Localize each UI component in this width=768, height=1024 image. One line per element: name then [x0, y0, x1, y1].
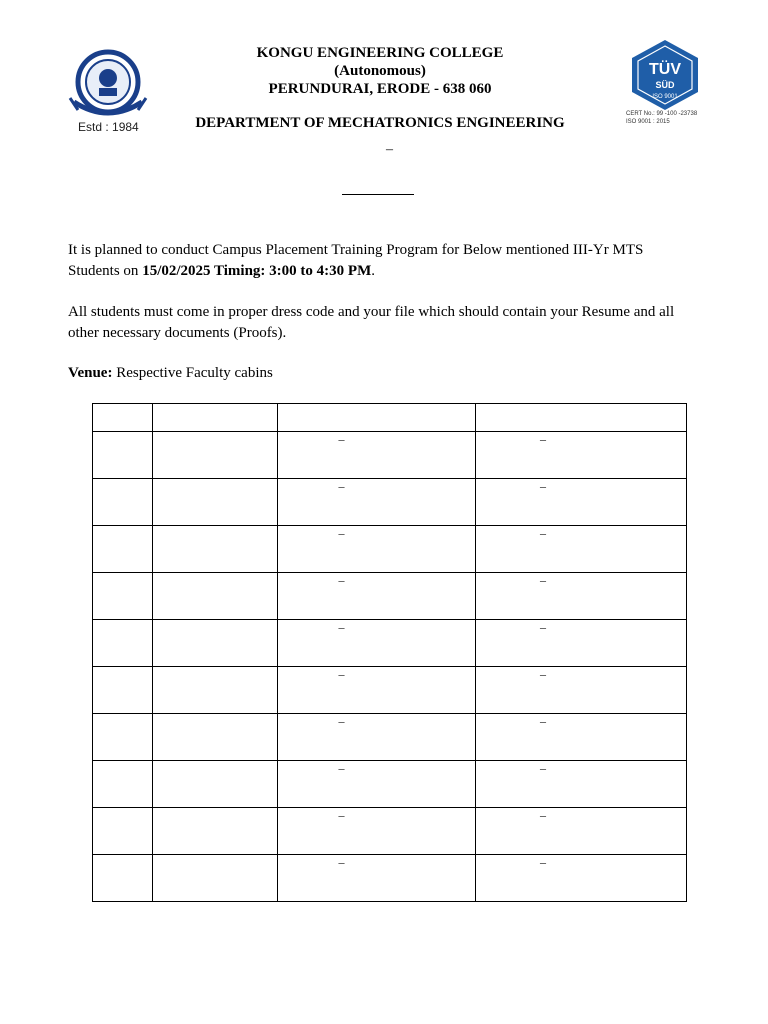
cell-dash: – [540, 432, 546, 446]
program-date: 15/02/2025 [142, 263, 211, 279]
table-header-cell [93, 404, 153, 432]
cell-dash: – [540, 573, 546, 587]
tuv-certification-logo [626, 38, 704, 116]
cell-dash: – [338, 808, 345, 822]
table-cell [278, 432, 476, 479]
table-header-row [93, 404, 687, 432]
cell-dash: – [338, 714, 345, 728]
cell-dash: – [540, 808, 546, 822]
table-row [93, 714, 687, 761]
table-cell [278, 573, 476, 620]
cell-dash: – [338, 667, 345, 681]
timing-label: Timing: [210, 263, 270, 279]
table-cell [476, 620, 687, 667]
table-cell [278, 620, 476, 667]
table-cell [93, 761, 153, 808]
table-row [93, 761, 687, 808]
department-title: DEPARTMENT OF MECHATRONICS ENGINEERING [195, 115, 565, 131]
announcement-text: It is planned to conduct Campus Placement Training Program for Below mentioned III-Yr MTS Students on [68, 242, 644, 279]
table-cell [153, 526, 278, 573]
table-row [93, 667, 687, 714]
table-cell [153, 573, 278, 620]
venue-value: Respective Faculty cabins [112, 365, 273, 381]
cell-dash: – [540, 526, 546, 540]
table-cell [93, 714, 153, 761]
cell-dash: – [338, 573, 345, 587]
table-cell [93, 620, 153, 667]
cell-dash: – [540, 855, 546, 869]
cell-dash: – [338, 620, 345, 634]
table-cell [93, 573, 153, 620]
header-dash: – [386, 142, 393, 157]
table-cell [476, 855, 687, 902]
table-row [93, 573, 687, 620]
table-header-cell [476, 404, 687, 432]
tuv-sud-text: SÜD [655, 80, 675, 90]
table-cell [93, 432, 153, 479]
table-header-cell [278, 404, 476, 432]
table-cell [93, 855, 153, 902]
table-cell [153, 855, 278, 902]
table-cell [153, 667, 278, 714]
table-cell [278, 714, 476, 761]
table-row [93, 432, 687, 479]
table-cell [476, 808, 687, 855]
table-cell [476, 432, 687, 479]
table-row [93, 855, 687, 902]
table-cell [153, 714, 278, 761]
table-row [93, 808, 687, 855]
college-status: (Autonomous) [334, 63, 426, 79]
table-row [93, 620, 687, 667]
cell-dash: – [338, 432, 345, 446]
table-cell [153, 620, 278, 667]
title-underline [342, 194, 414, 195]
table-cell [93, 479, 153, 526]
table-cell [476, 479, 687, 526]
table-cell [93, 667, 153, 714]
cell-dash: – [338, 761, 345, 775]
table-cell [93, 526, 153, 573]
table-cell [278, 808, 476, 855]
table-cell [278, 526, 476, 573]
table-cell [278, 667, 476, 714]
table-cell [153, 479, 278, 526]
table-cell [278, 479, 476, 526]
tuv-text: TÜV [649, 61, 681, 78]
table-cell [476, 573, 687, 620]
program-time: 3:00 to 4:30 PM [269, 263, 372, 279]
table-cell [153, 808, 278, 855]
table-cell [476, 667, 687, 714]
table-cell [476, 714, 687, 761]
cell-dash: – [540, 479, 546, 493]
venue-label: Venue: [68, 365, 113, 381]
announcement-end: . [371, 263, 375, 279]
cell-dash: – [540, 761, 546, 775]
table-row [93, 479, 687, 526]
cell-dash: – [338, 479, 345, 493]
table-row [93, 526, 687, 573]
student-schedule-table [92, 403, 687, 902]
cert-number: CERT No.: 99 -100 -23738 [626, 111, 698, 117]
certificate-info [626, 110, 716, 126]
cell-dash: – [540, 667, 546, 681]
dress-code-paragraph: All students must come in proper dress code and your file which should contain your Resume and all other necessary documents (Proofs). [68, 304, 675, 341]
table-cell [476, 761, 687, 808]
cell-dash: – [338, 526, 345, 540]
cell-dash: – [338, 855, 345, 869]
table-cell [278, 761, 476, 808]
table-cell [476, 526, 687, 573]
college-header [190, 44, 570, 98]
college-address: PERUNDURAI, ERODE - 638 060 [268, 81, 492, 97]
established-year: Estd : 1984 [78, 120, 139, 134]
table-header-cell [153, 404, 278, 432]
cell-dash: – [540, 714, 546, 728]
table-cell [153, 432, 278, 479]
cell-dash: – [540, 620, 546, 634]
table-cell [93, 808, 153, 855]
table-cell [278, 855, 476, 902]
college-name: KONGU ENGINEERING COLLEGE [256, 45, 504, 61]
table-cell [153, 761, 278, 808]
cert-standard: ISO 9001 : 2015 [626, 119, 670, 125]
announcement-paragraph [68, 240, 698, 282]
venue-line [68, 363, 698, 384]
tuv-iso-text: ISO 9001 [652, 94, 678, 100]
